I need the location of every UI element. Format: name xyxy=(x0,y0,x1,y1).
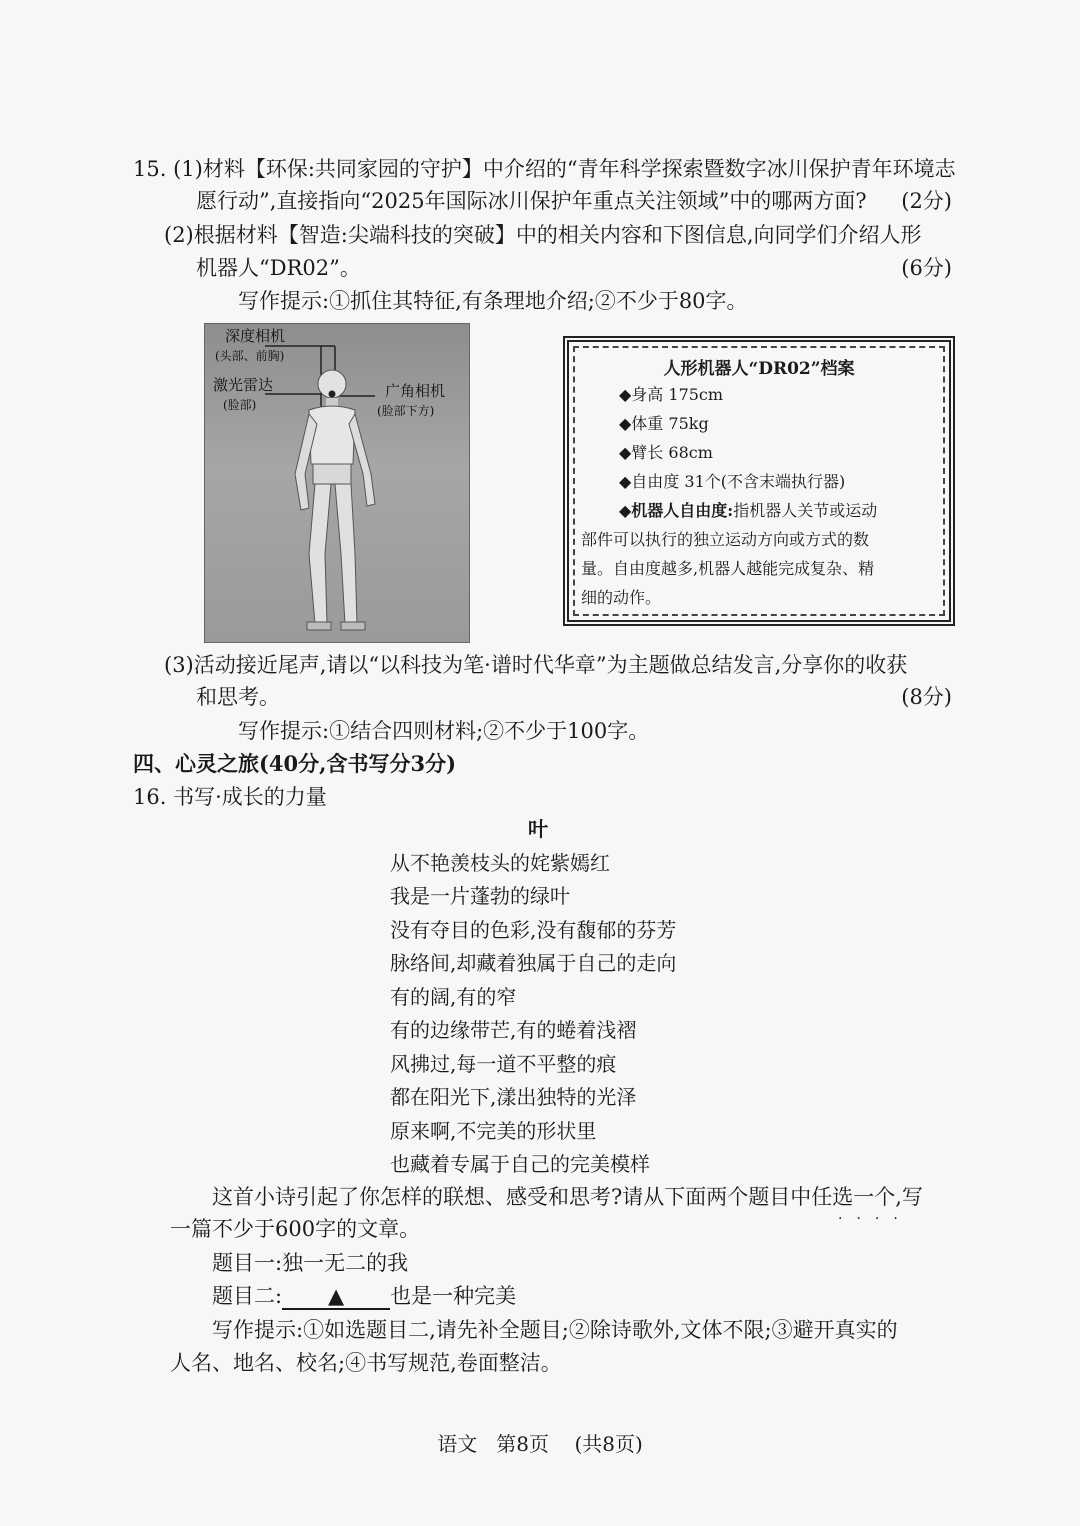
profile-definition-text: 指机器人关节或运动 xyxy=(733,501,878,520)
poem-line: 有的边缘带芒,有的蜷着浅褶 xyxy=(390,1018,637,1042)
q15-part3-score: (8分) xyxy=(901,685,952,709)
q15-part1-line2: 愿行动”,直接指向“2025年国际冰川保护年重点关注领域”中的哪两方面? xyxy=(196,189,867,213)
essay-topic2-blank: ▲ xyxy=(282,1284,390,1310)
q15-part3-line2: 和思考。 xyxy=(196,685,280,709)
poem-line: 有的阔,有的窄 xyxy=(390,985,517,1009)
q15-part2-tip: 写作提示:①抓住其特征,有条理地介绍;②不少于80字。 xyxy=(238,289,748,313)
essay-prompt-line2: 一篇不少于600字的文章。 xyxy=(170,1217,421,1241)
poem-line: 从不艳羡枝头的姹紫嫣红 xyxy=(390,851,610,875)
wide-camera-location: (脸部下方) xyxy=(377,404,435,418)
q16-heading: 16. 书写·成长的力量 xyxy=(133,785,327,809)
page-footer: 语文 第8页 (共8页) xyxy=(437,1432,643,1456)
q15-part2-score: (6分) xyxy=(901,256,952,280)
robot-figure xyxy=(205,324,469,642)
profile-definition-line1 xyxy=(619,500,877,522)
essay-topic2 xyxy=(212,1281,516,1311)
essay-topic2-label: 题目二: xyxy=(212,1284,283,1308)
q15-part1-score: (2分) xyxy=(901,189,952,213)
profile-definition-label: ◆机器人自由度: xyxy=(619,501,734,520)
depth-camera-location: (头部、前胸) xyxy=(215,349,285,363)
poem-title: 叶 xyxy=(528,817,548,841)
profile-definition-line3: 量。自由度越多,机器人越能完成复杂、精 xyxy=(581,559,875,578)
essay-topic2-tail: 也是一种完美 xyxy=(390,1284,517,1308)
poem-line: 风拂过,每一道不平整的痕 xyxy=(390,1052,617,1076)
profile-arm-length: ◆臂长 68cm xyxy=(619,443,713,462)
poem-line: 都在阳光下,漾出独特的光泽 xyxy=(390,1085,637,1109)
section4-heading: 四、心灵之旅(40分,含书写分3分) xyxy=(133,751,457,776)
q15-part1-line1: 15. (1)材料【环保:共同家园的守护】中介绍的“青年科学探索暨数字冰川保护青年环境志 xyxy=(133,157,956,181)
profile-weight: ◆体重 75kg xyxy=(619,414,709,433)
essay-tip-line1: 写作提示:①如选题目二,请先补全题目;②除诗歌外,文体不限;③避开真实的 xyxy=(212,1318,898,1342)
profile-card-title: 人形机器人“DR02”档案 xyxy=(663,359,855,379)
poem-line: 没有夺目的色彩,没有馥郁的芬芳 xyxy=(390,918,677,942)
robot-photo xyxy=(204,323,470,643)
profile-definition-line4: 细的动作。 xyxy=(581,588,662,607)
q15-part2-line2: 机器人“DR02”。 xyxy=(196,256,361,280)
q15-part2-line1: (2)根据材料【智造:尖端科技的突破】中的相关内容和下图信息,向同学们介绍人形 xyxy=(164,223,922,247)
emphasis-dots: ···· xyxy=(838,1211,912,1227)
lidar-label: 激光雷达 xyxy=(213,376,274,394)
essay-topic1: 题目一:独一无二的我 xyxy=(212,1251,409,1275)
wide-camera-label: 广角相机 xyxy=(385,382,446,400)
poem-line: 脉络间,却藏着独属于自己的走向 xyxy=(390,951,677,975)
depth-camera-label: 深度相机 xyxy=(225,327,286,345)
essay-tip-line2: 人名、地名、校名;④书写规范,卷面整洁。 xyxy=(170,1351,562,1375)
q15-part3-line1: (3)活动接近尾声,请以“以科技为笔·谱时代华章”为主题做总结发言,分享你的收获 xyxy=(164,653,908,677)
poem-line: 也藏着专属于自己的完美模样 xyxy=(390,1152,650,1176)
q15-part3-tip: 写作提示:①结合四则材料;②不少于100字。 xyxy=(238,719,650,743)
robot-profile-card xyxy=(563,336,955,626)
poem-line: 原来啊,不完美的形状里 xyxy=(390,1119,597,1143)
essay-prompt-line1: 这首小诗引起了你怎样的联想、感受和思考?请从下面两个题目中任选一个,写 xyxy=(212,1185,923,1209)
profile-definition-line2: 部件可以执行的独立运动方向或方式的数 xyxy=(581,530,870,549)
lidar-location: (脸部) xyxy=(223,398,257,412)
poem-line: 我是一片蓬勃的绿叶 xyxy=(390,884,570,908)
profile-height: ◆身高 175cm xyxy=(619,385,724,404)
profile-degrees-of-freedom: ◆自由度 31个(不含末端执行器) xyxy=(619,472,846,491)
